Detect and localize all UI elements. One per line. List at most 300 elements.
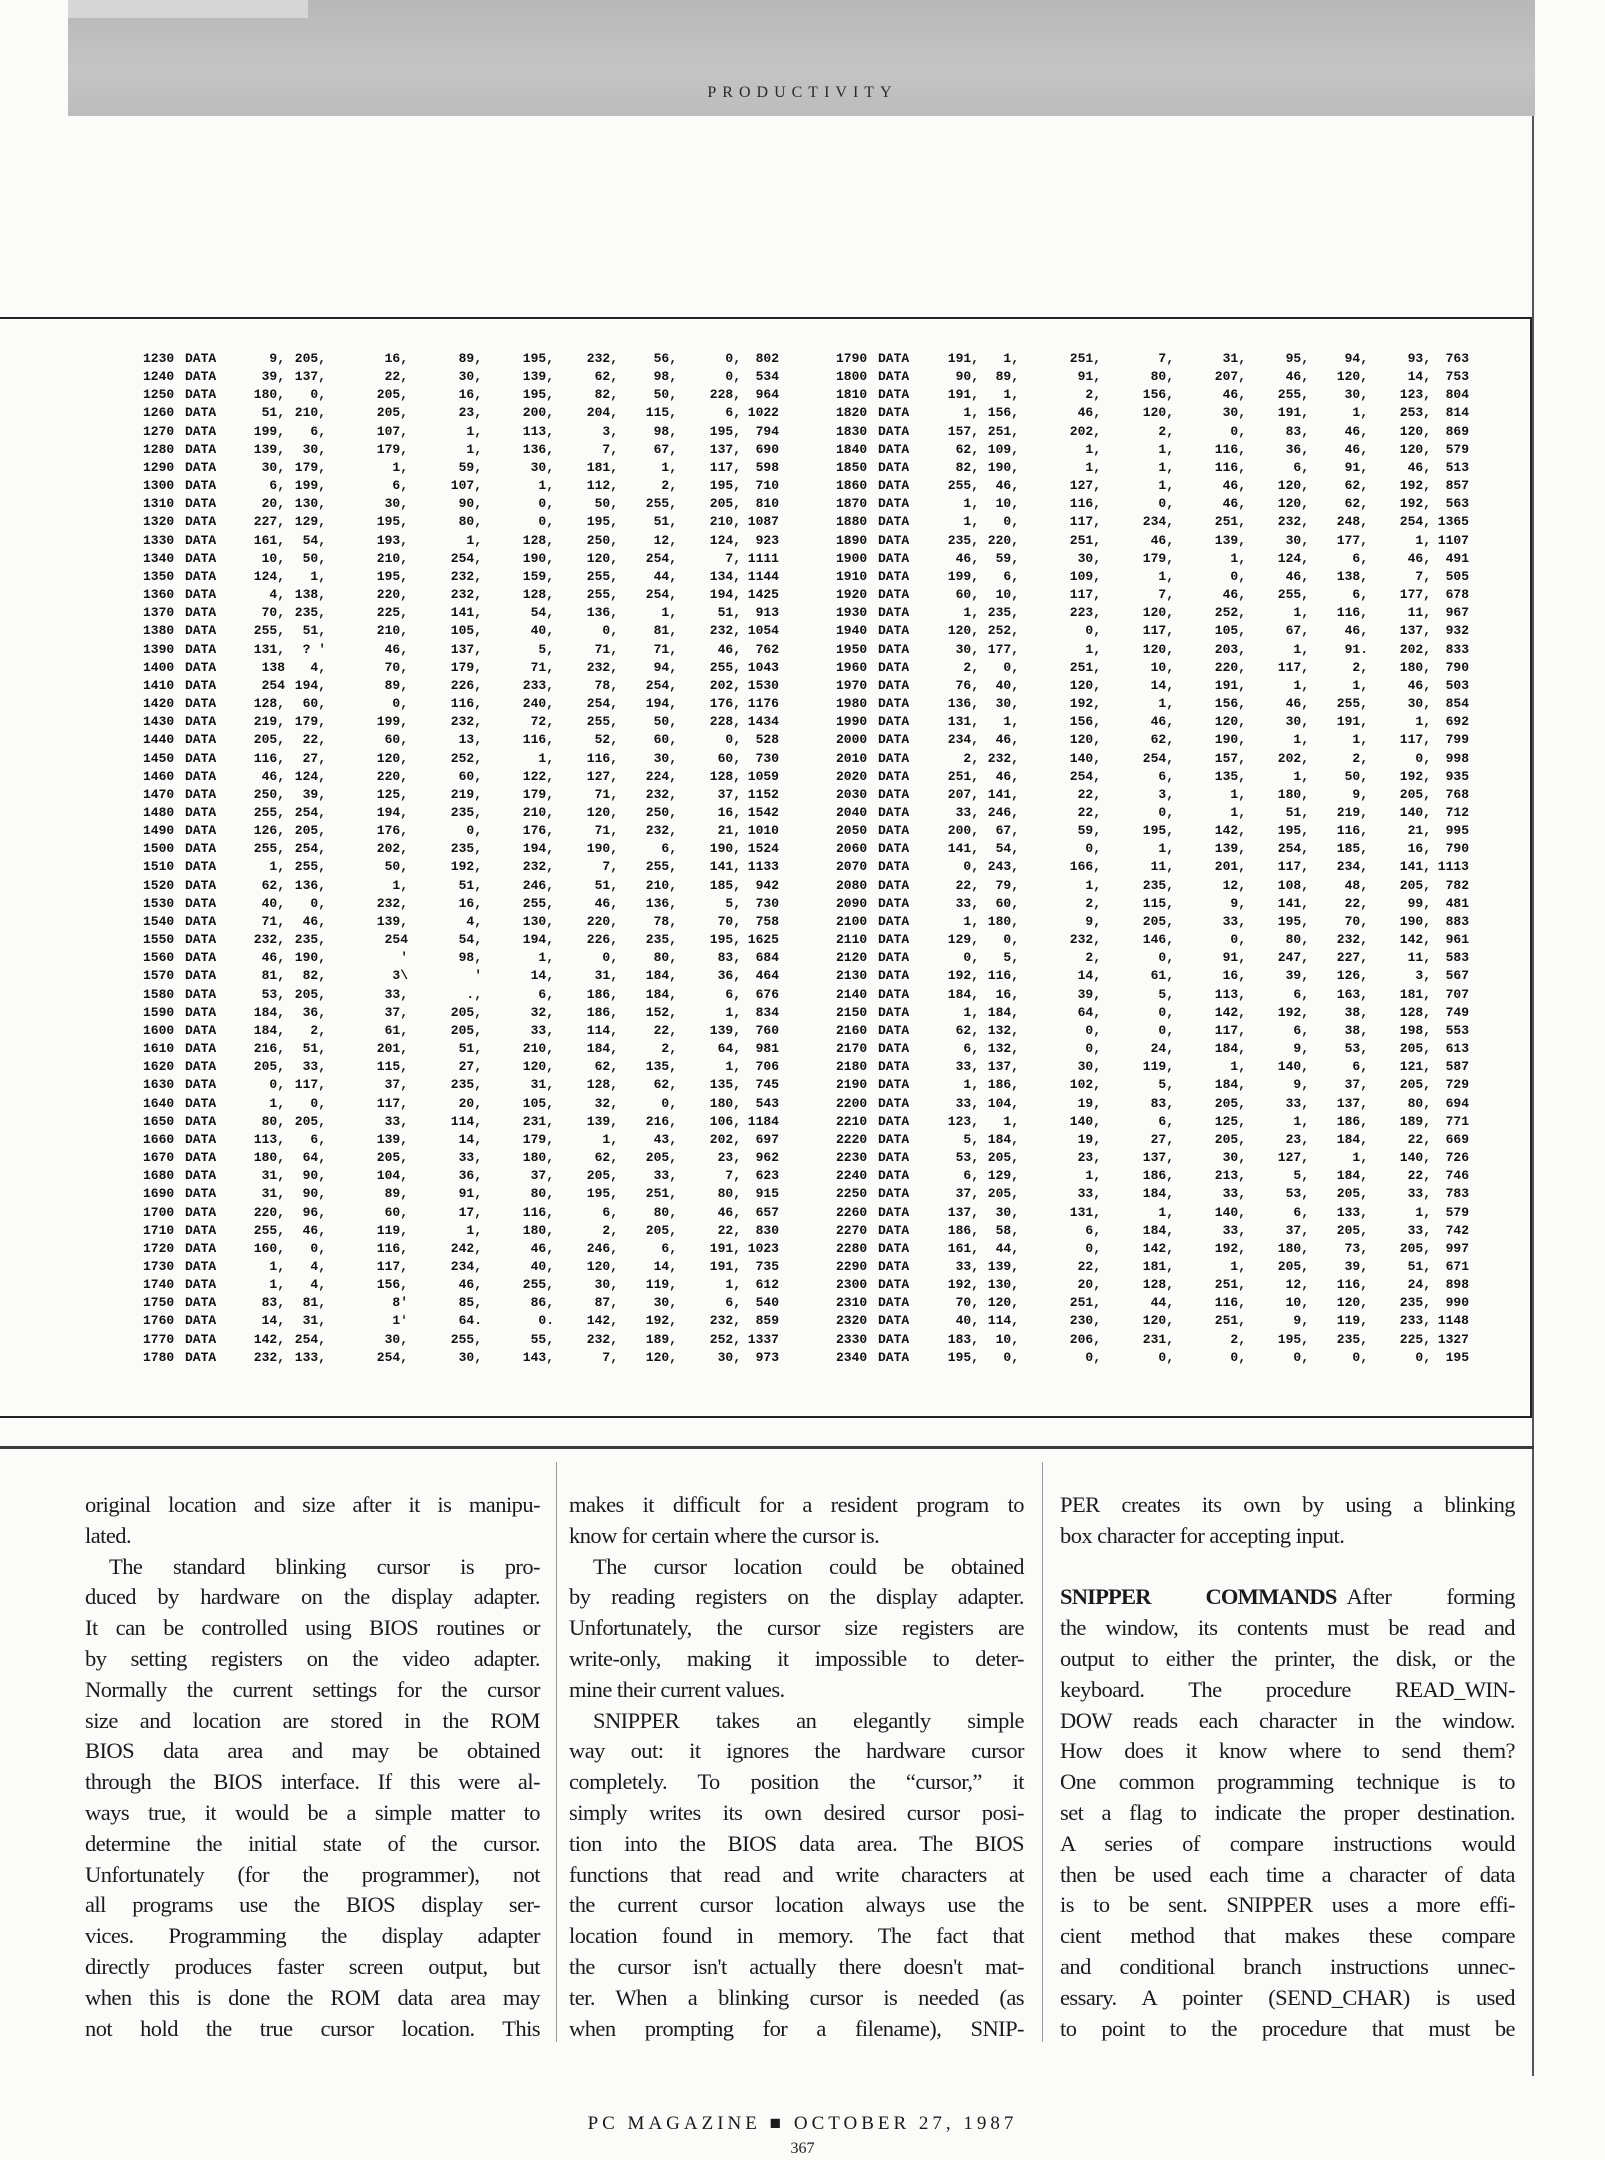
checksum: 563: [1445, 496, 1469, 512]
text-line: to point to the procedure that must be: [1060, 2015, 1515, 2041]
checksum: 678: [1445, 587, 1469, 603]
line-number: 1800: [836, 369, 868, 385]
text-line: A series of compare instructions would: [1060, 1830, 1515, 1856]
data-keyword: DATA: [185, 605, 217, 621]
data-keyword: DATA: [878, 805, 910, 820]
data-value: 43,: [653, 1131, 677, 1147]
data-value: 9,: [1293, 1077, 1309, 1093]
data-value: 67,: [1285, 623, 1309, 639]
data-value: 67,: [653, 441, 677, 457]
text-line: duced by hardware on the display adapter.: [85, 1584, 540, 1610]
line-number: 2010: [836, 750, 868, 766]
data-value: 6,: [1085, 1222, 1101, 1238]
data-value: 251,: [645, 1186, 677, 1202]
data-value: 138,: [1336, 568, 1368, 584]
data-value: 156,: [1069, 714, 1101, 730]
data-value: 240,: [522, 696, 554, 712]
data-value: 205,: [253, 1059, 285, 1075]
data-value: 16,: [995, 986, 1019, 1002]
data-value: 91,: [1077, 369, 1101, 385]
data-value: 205,: [1142, 913, 1174, 929]
data-value: 70,: [955, 1295, 979, 1311]
text-line: then be used each time a character of data: [1060, 1861, 1515, 1887]
line-number: 1530: [143, 895, 175, 911]
data-keyword: DATA: [185, 405, 217, 421]
data-value: 136,: [947, 696, 979, 712]
data-value: 46,: [1344, 441, 1368, 457]
data-value: 205,: [294, 351, 326, 366]
data-keyword: DATA: [185, 423, 217, 439]
text-line: essary. A pointer (SEND_CHAR) is used: [1060, 1984, 1515, 2010]
data-value: 116,: [1069, 496, 1101, 512]
data-value: 139,: [376, 913, 408, 929]
checksum: 913: [755, 605, 779, 621]
line-number: 2290: [836, 1259, 868, 1274]
listing-line: [0, 895, 1605, 913]
data-value: 184,: [645, 986, 677, 1002]
text-line: the cursor isn't actually there doesn't mat-: [569, 1953, 1024, 1979]
data-value: 89,: [384, 677, 408, 693]
data-value: 30,: [458, 369, 482, 385]
data-value: 131,: [1069, 1204, 1101, 1220]
data-value: 9,: [1293, 1313, 1309, 1329]
data-value: 191,: [947, 387, 979, 403]
listing-line: [0, 877, 1605, 895]
data-value: 89,: [995, 369, 1019, 385]
data-value: 2,: [1230, 1331, 1246, 1347]
data-value: 1,: [1158, 568, 1174, 584]
data-value: 128,: [253, 696, 285, 712]
data-value: 138: [261, 659, 285, 675]
data-value: 1,: [1293, 641, 1309, 657]
data-value: 11,: [1407, 605, 1431, 621]
listing-line: [0, 1167, 1605, 1185]
checksum: 1327: [1437, 1331, 1469, 1347]
checksum: 1022: [747, 405, 779, 421]
data-value: 83,: [717, 950, 741, 966]
data-value: 46,: [995, 768, 1019, 784]
data-value: 112,: [586, 478, 618, 494]
data-keyword: DATA: [878, 750, 910, 766]
line-number: 2330: [836, 1331, 868, 1347]
listing-line: [0, 1276, 1605, 1294]
data-value: 194,: [522, 841, 554, 857]
data-value: 1,: [963, 605, 979, 621]
data-keyword: DATA: [878, 351, 910, 366]
data-value: 1,: [538, 750, 554, 766]
listing-line: [0, 1149, 1605, 1167]
data-value: 232,: [253, 1349, 285, 1365]
data-value: 123,: [1399, 387, 1431, 403]
data-value: 51,: [717, 605, 741, 621]
data-value: 0,: [1003, 932, 1019, 948]
listing-line: [0, 1113, 1605, 1131]
data-value: 220,: [253, 1204, 285, 1220]
data-value: 54,: [458, 932, 482, 948]
checksum: 707: [1445, 986, 1469, 1002]
data-value: 0,: [1293, 1349, 1309, 1365]
data-value: 1,: [269, 1259, 285, 1274]
data-value: 46,: [1285, 369, 1309, 385]
data-value: 227,: [1336, 950, 1368, 966]
data-value: 117,: [1277, 659, 1309, 675]
data-value: 129,: [294, 514, 326, 530]
data-value: 33,: [384, 1113, 408, 1129]
data-value: 120,: [947, 623, 979, 639]
checksum: 1184: [747, 1113, 779, 1129]
data-value: 193,: [376, 532, 408, 548]
data-value: 195,: [376, 568, 408, 584]
line-number: 2170: [836, 1041, 868, 1057]
data-value: 1,: [963, 1077, 979, 1093]
data-value: 1,: [269, 1277, 285, 1293]
line-number: 1520: [143, 877, 175, 893]
checksum: 973: [755, 1349, 779, 1365]
data-value: 0,: [1085, 841, 1101, 857]
data-value: 227,: [253, 514, 285, 530]
data-value: 51,: [594, 877, 618, 893]
line-number: 1840: [836, 441, 868, 457]
data-value: 9,: [1293, 1041, 1309, 1057]
data-value: 91.: [1344, 641, 1368, 657]
data-keyword: DATA: [878, 550, 910, 566]
data-value: 1,: [1003, 351, 1019, 366]
data-keyword: DATA: [185, 550, 217, 566]
data-value: 140,: [1214, 1204, 1246, 1220]
data-value: 126,: [1336, 968, 1368, 984]
checksum: 802: [755, 351, 779, 366]
data-value: 5,: [538, 641, 554, 657]
data-value: 120,: [586, 1259, 618, 1274]
line-number: 1600: [143, 1022, 175, 1038]
data-value: 122,: [522, 768, 554, 784]
data-value: 195,: [709, 478, 741, 494]
line-number: 2120: [836, 950, 868, 966]
checksum: 676: [755, 986, 779, 1002]
checksum: 690: [755, 441, 779, 457]
data-value: 46,: [594, 895, 618, 911]
data-value: 235,: [1142, 877, 1174, 893]
data-value: 255,: [522, 895, 554, 911]
data-value: 120,: [1277, 496, 1309, 512]
text-line: by setting registers on the video adapter.: [85, 1645, 540, 1671]
data-value: 255,: [1336, 696, 1368, 712]
data-value: 6,: [310, 1131, 326, 1147]
data-keyword: DATA: [185, 659, 217, 675]
data-keyword: DATA: [185, 768, 217, 784]
data-value: 251,: [1069, 659, 1101, 675]
checksum: 742: [1445, 1222, 1469, 1238]
data-value: 139,: [522, 369, 554, 385]
data-value: 135,: [645, 1059, 677, 1075]
data-value: 183,: [947, 1331, 979, 1347]
data-value: 235,: [294, 605, 326, 621]
data-value: 254,: [1069, 768, 1101, 784]
text-line: and conditional branch instructions unnec-: [1060, 1953, 1515, 1979]
data-value: 30,: [995, 696, 1019, 712]
data-value: 60,: [955, 587, 979, 603]
data-value: 254,: [294, 841, 326, 857]
data-value: 6,: [1352, 550, 1368, 566]
data-value: 6,: [392, 478, 408, 494]
data-value: 6,: [963, 1041, 979, 1057]
data-value: 198,: [1399, 1022, 1431, 1038]
checksum: 1148: [1437, 1313, 1469, 1329]
data-value: 6,: [310, 423, 326, 439]
checksum: 857: [1445, 478, 1469, 494]
data-keyword: DATA: [185, 1004, 217, 1020]
data-value: 202,: [1277, 750, 1309, 766]
data-value: 231,: [522, 1113, 554, 1129]
data-value: 90,: [955, 369, 979, 385]
data-value: 46,: [717, 1204, 741, 1220]
data-value: 180,: [522, 1222, 554, 1238]
listing-line: [0, 477, 1605, 495]
data-value: 251,: [947, 768, 979, 784]
data-value: 137,: [987, 1059, 1019, 1075]
data-value: 220,: [376, 768, 408, 784]
data-value: 30,: [1285, 714, 1309, 730]
data-value: 1,: [1158, 1204, 1174, 1220]
data-value: 207,: [1214, 369, 1246, 385]
data-value: 16,: [717, 805, 741, 820]
data-value: 59,: [995, 550, 1019, 566]
data-value: 30,: [955, 641, 979, 657]
data-value: 190,: [586, 841, 618, 857]
data-value: 116,: [1214, 1295, 1246, 1311]
data-value: 53,: [1285, 1186, 1309, 1202]
checksum: 726: [1445, 1150, 1469, 1166]
data-value: 232,: [253, 932, 285, 948]
data-value: 62,: [955, 441, 979, 457]
text-line: It can be controlled using BIOS routines or: [85, 1615, 540, 1641]
data-value: 252,: [1214, 605, 1246, 621]
data-value: 255,: [947, 478, 979, 494]
data-value: 30,: [384, 496, 408, 512]
data-value: 70,: [717, 913, 741, 929]
listing-line: [0, 1058, 1605, 1076]
data-value: 161,: [253, 532, 285, 548]
data-value: 255,: [645, 496, 677, 512]
data-value: 0,: [725, 369, 741, 385]
data-value: 9,: [1352, 786, 1368, 802]
data-value: 250,: [645, 805, 677, 820]
data-value: 33,: [955, 895, 979, 911]
line-number: 1400: [143, 659, 175, 675]
checksum: 1043: [747, 659, 779, 675]
data-value: 0,: [310, 387, 326, 403]
data-keyword: DATA: [185, 1331, 217, 1347]
data-keyword: DATA: [185, 1204, 217, 1220]
data-value: 33,: [1407, 1222, 1431, 1238]
data-keyword: DATA: [878, 677, 910, 693]
data-value: 124,: [1277, 550, 1309, 566]
checksum: 735: [755, 1259, 779, 1274]
text-line: makes it difficult for a resident program to: [569, 1492, 1024, 1517]
data-value: 255,: [253, 841, 285, 857]
data-keyword: DATA: [185, 732, 217, 748]
data-value: 6,: [269, 478, 285, 494]
data-value: 116,: [1336, 1277, 1368, 1293]
line-number: 2220: [836, 1131, 868, 1147]
data-value: 233,: [522, 677, 554, 693]
data-value: 33,: [955, 1059, 979, 1075]
checksum: 684: [755, 950, 779, 966]
data-keyword: DATA: [185, 1240, 217, 1256]
data-value: 233,: [1399, 1313, 1431, 1329]
checksum: 810: [755, 496, 779, 512]
data-value: 0,: [1085, 1041, 1101, 1057]
data-value: 254,: [1277, 841, 1309, 857]
text-line: box character for accepting input.: [1060, 1522, 1345, 1548]
data-value: 39,: [1344, 1259, 1368, 1274]
data-value: 119,: [376, 1222, 408, 1238]
data-value: 3,: [1158, 786, 1174, 802]
data-value: 195,: [1277, 823, 1309, 839]
data-value: 38,: [1344, 1022, 1368, 1038]
line-number: 2190: [836, 1077, 868, 1093]
data-value: 190,: [709, 841, 741, 857]
data-value: 7,: [1415, 568, 1431, 584]
data-value: 2,: [1085, 950, 1101, 966]
data-value: 130,: [987, 1277, 1019, 1293]
checksum: 1337: [747, 1331, 779, 1347]
data-value: 125,: [1214, 1113, 1246, 1129]
data-value: 46,: [1150, 714, 1174, 730]
checksum: 587: [1445, 1059, 1469, 1075]
data-value: 36,: [1285, 441, 1309, 457]
data-value: 2,: [661, 1041, 677, 1057]
data-keyword: DATA: [878, 1168, 910, 1184]
data-value: 131,: [947, 714, 979, 730]
data-value: 184,: [645, 968, 677, 984]
data-value: 117,: [1069, 514, 1101, 530]
data-value: 1,: [725, 1277, 741, 1293]
data-value: 27,: [302, 750, 326, 766]
data-value: 33,: [1222, 913, 1246, 929]
line-number: 1320: [143, 514, 175, 530]
data-value: 127,: [1277, 1150, 1309, 1166]
data-value: 23,: [1077, 1150, 1101, 1166]
data-value: 24,: [1407, 1277, 1431, 1293]
checksum: 804: [1445, 387, 1469, 403]
data-value: 1,: [1352, 677, 1368, 693]
data-value: 116,: [1336, 605, 1368, 621]
data-value: 195,: [709, 423, 741, 439]
data-value: 120,: [1142, 641, 1174, 657]
checksum: 669: [1445, 1131, 1469, 1147]
data-value: 235,: [987, 605, 1019, 621]
data-value: 98,: [458, 950, 482, 966]
data-value: 235,: [294, 932, 326, 948]
data-value: 6,: [725, 1295, 741, 1311]
listing-line: [0, 695, 1605, 713]
data-value: 234,: [450, 1259, 482, 1274]
data-value: 252,: [987, 623, 1019, 639]
data-keyword: DATA: [185, 1022, 217, 1038]
data-value: 105,: [522, 1095, 554, 1111]
data-value: 22,: [1077, 1259, 1101, 1274]
line-number: 1730: [143, 1259, 175, 1274]
data-value: 107,: [376, 423, 408, 439]
data-value: 124,: [709, 532, 741, 548]
data-value: 131,: [253, 641, 285, 657]
data-value: 141,: [1277, 895, 1309, 911]
line-number: 1990: [836, 714, 868, 730]
data-value: 46,: [1407, 459, 1431, 475]
data-value: 228,: [709, 714, 741, 730]
data-value: 184,: [1336, 1168, 1368, 1184]
data-value: 105,: [1214, 623, 1246, 639]
data-value: 116,: [1214, 459, 1246, 475]
data-value: 0,: [1230, 932, 1246, 948]
data-value: 137,: [709, 441, 741, 457]
data-value: 192,: [947, 1277, 979, 1293]
data-value: 255,: [586, 714, 618, 730]
text-line: all programs use the BIOS display ser-: [85, 1892, 540, 1918]
line-number: 1580: [143, 986, 175, 1002]
data-value: 231,: [1142, 1331, 1174, 1347]
checksum: 932: [1445, 623, 1469, 639]
data-value: 37,: [955, 1186, 979, 1202]
data-value: 225,: [376, 605, 408, 621]
data-value: 27,: [1150, 1131, 1174, 1147]
data-value: 255,: [294, 859, 326, 875]
checksum: 962: [755, 1150, 779, 1166]
data-value: 253,: [1399, 405, 1431, 421]
checksum: 749: [1445, 1004, 1469, 1020]
data-value: 232,: [1336, 932, 1368, 948]
data-value: 0,: [1158, 950, 1174, 966]
data-value: 39,: [1077, 986, 1101, 1002]
data-value: 195,: [709, 932, 741, 948]
data-value: 1,: [1293, 768, 1309, 784]
text-line: not hold the true cursor location. This: [85, 2015, 540, 2041]
data-keyword: DATA: [878, 587, 910, 603]
data-value: 60,: [995, 895, 1019, 911]
data-keyword: DATA: [185, 1077, 217, 1093]
data-keyword: DATA: [878, 1004, 910, 1020]
data-value: 71,: [594, 786, 618, 802]
data-value: 0,: [538, 514, 554, 530]
data-value: 180,: [253, 387, 285, 403]
checksum: 579: [1445, 1204, 1469, 1220]
listing-line: [0, 1222, 1605, 1240]
data-value: 9,: [269, 351, 285, 366]
data-value: 205,: [253, 732, 285, 748]
line-number: 1430: [143, 714, 175, 730]
data-value: 0,: [310, 895, 326, 911]
data-value: 71,: [594, 641, 618, 657]
listing-line: [0, 1185, 1605, 1203]
data-value: 133,: [1336, 1204, 1368, 1220]
data-value: 205,: [1399, 1041, 1431, 1057]
data-keyword: DATA: [878, 859, 910, 875]
checksum: 1542: [747, 805, 779, 820]
data-value: 250,: [253, 786, 285, 802]
data-value: 134,: [709, 568, 741, 584]
data-value: 140,: [1399, 1150, 1431, 1166]
data-value: 20,: [1077, 1277, 1101, 1293]
data-value: 1,: [1158, 696, 1174, 712]
data-value: 30,: [530, 459, 554, 475]
data-value: 1,: [963, 514, 979, 530]
data-value: 79,: [995, 877, 1019, 893]
line-number: 1250: [143, 387, 175, 403]
data-value: 200,: [947, 823, 979, 839]
data-value: 117,: [709, 459, 741, 475]
listing-line: [0, 840, 1605, 858]
